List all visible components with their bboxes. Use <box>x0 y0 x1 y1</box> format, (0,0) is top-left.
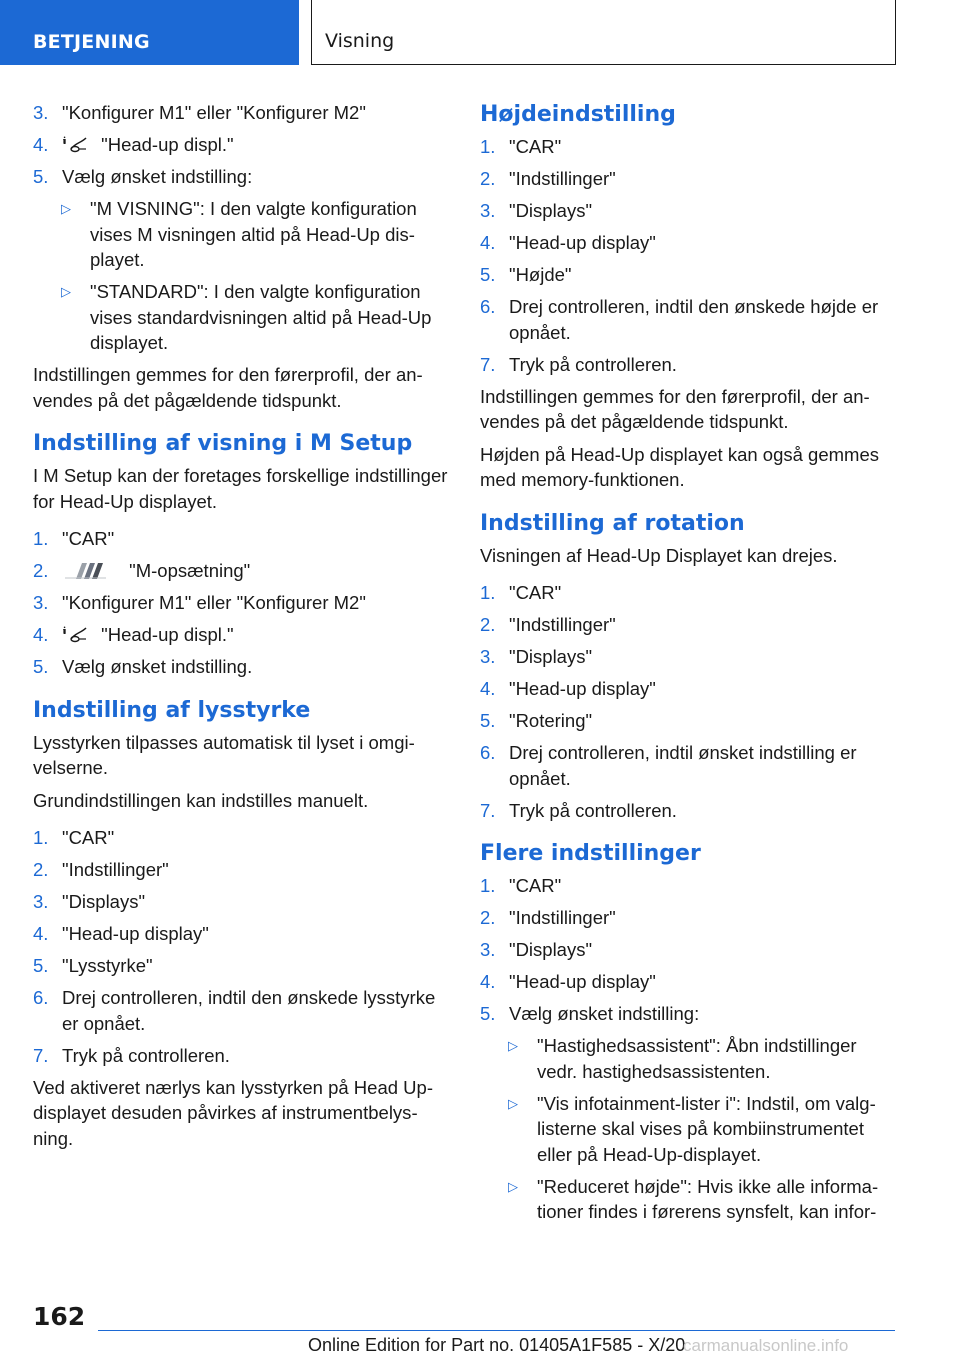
triangle-bullet-icon: ▷ <box>508 1038 518 1053</box>
list-number: 5. <box>480 710 496 731</box>
sub-list-text: "Vis infotainment-lister i": Indstil, om valglisterne skal vises på kombiinstrumentet eller på Head-Up-displayet. <box>537 1092 876 1165</box>
numbered-list <box>33 825 451 1068</box>
list-item <box>33 164 451 190</box>
section-heading: Indstilling af visning i M Setup <box>33 431 413 456</box>
list-item <box>33 654 451 680</box>
right-column <box>480 100 900 1231</box>
list-text: "Lysstyrke" <box>62 955 153 976</box>
list-text: "Indstillinger" <box>62 859 169 880</box>
sub-list-text: "M VISNING": I den valgte konfiguration vises M visningen altid på Head-Up displayet. <box>90 198 417 270</box>
list-number: 1. <box>33 827 49 848</box>
sub-list-item <box>33 196 451 273</box>
list-text: "Head-up display" <box>509 971 656 992</box>
edition-note: Online Edition for Part no. 01405A1F585 - X/20 <box>308 1335 686 1355</box>
paragraph: Lysstyrken tilpasses automatisk til lyset i omgivelserne. <box>33 731 415 778</box>
list-text: "Head-up display" <box>62 923 209 944</box>
list-text: "Højde" <box>509 264 572 285</box>
paragraph: Højden på Head-Up displayet kan også gemmes med memory-funktionen. <box>480 443 879 490</box>
list-text: Drej controlleren, indtil den ønskede højde er opnået. <box>509 296 879 343</box>
list-number: 2. <box>480 907 496 928</box>
paragraph: Indstillingen gemmes for den førerprofil, der anvendes på det pågældende tidspunkt. <box>33 364 423 411</box>
triangle-bullet-icon: ▷ <box>61 284 71 299</box>
watermark: carmanualsonline.info <box>683 1336 849 1355</box>
list-number: 3. <box>480 646 496 667</box>
list-item <box>480 580 900 606</box>
numbered-list <box>33 526 451 680</box>
list-number: 3. <box>33 592 49 613</box>
list-number: 4. <box>480 232 496 253</box>
list-text: "CAR" <box>509 875 562 896</box>
list-item <box>480 708 900 734</box>
numbered-list <box>480 873 900 1027</box>
section-heading: Indstilling af lysstyrke <box>33 697 311 723</box>
list-number: 4. <box>33 923 49 944</box>
list-item <box>33 622 451 648</box>
numbered-list <box>480 134 900 377</box>
section-heading: Indstilling af rotation <box>480 510 745 536</box>
head-up-display-icon <box>62 134 90 154</box>
list-number: 1. <box>480 136 496 157</box>
list-text: Tryk på controlleren. <box>62 1044 230 1066</box>
list-number: 6. <box>480 742 496 763</box>
section-heading: Højdeindstilling <box>480 102 676 127</box>
sub-list-item <box>480 1174 900 1225</box>
list-number: 7. <box>480 353 496 375</box>
list-item <box>480 937 900 963</box>
paragraph: Indstillingen gemmes for den førerprofil, der anvendes på det pågældende tidspunkt. <box>480 385 870 432</box>
list-text: Drej controlleren, indtil den ønskede lysstyrke er opnået. <box>62 987 436 1034</box>
paragraph: I M Setup kan der foretages forskellige indstillinger for Head-Up displayet. <box>33 465 448 512</box>
list-number: 3. <box>33 891 49 912</box>
list-text: "M-opsætning" <box>129 560 251 581</box>
list-text: Vælg ønsket indstilling: <box>509 1003 700 1024</box>
list-item <box>33 590 451 616</box>
list-number: 7. <box>480 799 496 821</box>
list-item <box>480 644 900 670</box>
sub-list-text: "STANDARD": I den valgte konfiguration vises standardvisningen altid på Head-Up displayet. <box>90 281 432 353</box>
list-item <box>480 352 900 378</box>
list-item <box>33 558 451 584</box>
list-text: Drej controlleren, indtil ønsket indstilling er opnået. <box>509 742 857 789</box>
list-text: "Displays" <box>509 646 593 667</box>
list-item <box>480 740 900 791</box>
list-number: 6. <box>480 296 496 317</box>
list-text: "CAR" <box>509 136 562 157</box>
list-item <box>480 612 900 638</box>
list-item <box>480 198 900 224</box>
chapter-title: Visning <box>325 30 395 52</box>
list-number: 7. <box>33 1044 49 1066</box>
list-item <box>33 100 451 126</box>
list-text: "CAR" <box>62 528 115 549</box>
list-number: 4. <box>33 134 49 155</box>
list-item <box>480 1001 900 1027</box>
list-number: 5. <box>480 1003 496 1024</box>
list-item <box>33 953 451 979</box>
list-text: "Displays" <box>509 939 593 960</box>
m-setup-icon <box>62 561 114 581</box>
list-item <box>33 526 451 552</box>
triangle-bullet-icon: ▷ <box>508 1178 518 1194</box>
list-item <box>480 230 900 256</box>
list-text: "Head-up display" <box>509 232 656 253</box>
list-item <box>480 905 900 931</box>
paragraph: Ved aktiveret nærlys kan lysstyrken på Head Up-displayet desuden påvirkes af instrumentbelysning. <box>33 1076 433 1149</box>
sub-list-item <box>480 1091 900 1168</box>
list-number: 4. <box>480 971 496 992</box>
section-label: BETJENING <box>33 31 150 53</box>
list-item <box>480 262 900 288</box>
list-number: 4. <box>480 678 496 699</box>
list-number: 5. <box>33 656 49 677</box>
footer-divider <box>98 1330 895 1331</box>
sub-list-text: "Reduceret højde": Hvis ikke alle informationer findes i førerens synsfelt, kan infor- <box>537 1175 879 1222</box>
triangle-bullet-icon: ▷ <box>61 201 71 216</box>
list-number: 3. <box>480 939 496 960</box>
list-item <box>480 676 900 702</box>
list-item <box>480 166 900 192</box>
list-number: 5. <box>480 264 496 285</box>
left-column <box>33 100 451 1158</box>
list-text: "Indstillinger" <box>509 614 616 635</box>
list-item <box>33 985 451 1036</box>
triangle-bullet-icon: ▷ <box>508 1095 518 1111</box>
list-text: "Indstillinger" <box>509 168 616 189</box>
list-number: 4. <box>33 624 49 645</box>
list-item <box>33 1043 451 1069</box>
list-number: 2. <box>33 859 49 880</box>
page-number: 162 <box>33 1302 86 1331</box>
list-text: "Konfigurer M1" eller "Konfigurer M2" <box>62 102 366 123</box>
svg-text:i: i <box>63 135 67 147</box>
list-text: "CAR" <box>509 582 562 603</box>
list-number: 1. <box>480 582 496 603</box>
sub-list-item <box>33 279 451 356</box>
list-number: 3. <box>480 200 496 221</box>
list-number: 6. <box>33 987 49 1008</box>
list-item <box>33 857 451 883</box>
list-text: "Displays" <box>62 891 146 912</box>
list-number: 5. <box>33 955 49 976</box>
section-tab <box>0 0 299 65</box>
list-number: 5. <box>33 166 49 187</box>
sub-list-item <box>480 1033 900 1084</box>
list-item <box>480 969 900 995</box>
list-number: 2. <box>33 560 49 581</box>
header-title-box <box>311 0 896 65</box>
list-number: 1. <box>33 528 49 549</box>
list-text: Tryk på controlleren. <box>509 799 677 821</box>
list-text: Tryk på controlleren. <box>509 353 677 375</box>
list-text: "Head-up display" <box>509 678 656 699</box>
paragraph: Visningen af Head-Up Displayet kan drejes. <box>480 544 838 566</box>
list-item <box>480 134 900 160</box>
sub-list-text: "Hastighedsassistent": Åbn indstillinger vedr. hastighedsassistenten. <box>537 1035 857 1082</box>
list-number: 1. <box>480 875 496 896</box>
list-number: 2. <box>480 614 496 635</box>
list-text: Vælg ønsket indstilling: <box>62 166 253 187</box>
head-up-display-icon <box>62 624 90 644</box>
list-number: 3. <box>33 102 49 123</box>
list-text: Vælg ønsket indstilling. <box>62 656 253 677</box>
list-text: "Displays" <box>509 200 593 221</box>
list-item <box>33 889 451 915</box>
list-item <box>480 798 900 824</box>
list-text: "Rotering" <box>509 710 593 731</box>
list-text: "Head-up displ." <box>101 134 234 155</box>
list-text: "Konfigurer M1" eller "Konfigurer M2" <box>62 592 366 613</box>
section-heading: Flere indstillinger <box>480 841 701 866</box>
list-text: "CAR" <box>62 827 115 848</box>
list-item <box>480 873 900 899</box>
numbered-list <box>480 580 900 823</box>
list-item <box>33 132 451 158</box>
list-item <box>33 825 451 851</box>
list-item <box>33 921 451 947</box>
svg-text:i: i <box>63 625 67 637</box>
list-item <box>480 294 900 345</box>
list-number: 2. <box>480 168 496 189</box>
list-text: "Indstillinger" <box>509 907 616 928</box>
list-text: "Head-up displ." <box>101 624 234 645</box>
paragraph: Grundindstillingen kan indstilles manuelt. <box>33 789 369 811</box>
